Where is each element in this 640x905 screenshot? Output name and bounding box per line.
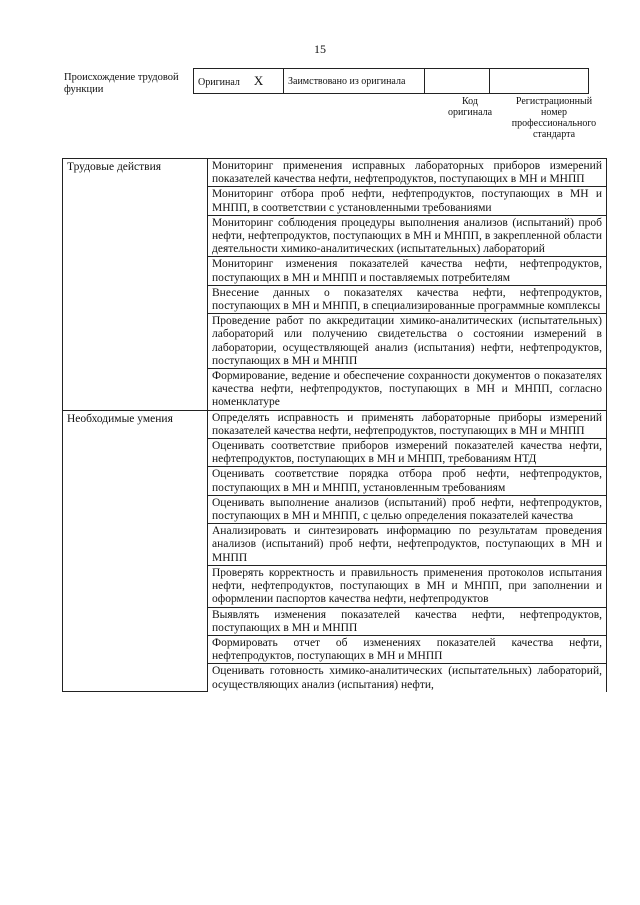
table-cell: Внесение данных о показателях качества нефти, нефтепродуктов, поступающих в МН и МНПП, в специализированные программные комплексы (208, 285, 607, 313)
section-title: Трудовые действия (63, 159, 208, 411)
table-cell: Оценивать соответствие порядка отбора проб нефти, нефтепродуктов, поступающих в МН и МНПП, установленным требованиям (208, 467, 607, 495)
table-row (63, 159, 607, 187)
original-label: Оригинал (198, 77, 240, 88)
table-cell: Проверять корректность и правильность применения протоколов испытания нефти, нефтепродуктов, поступающих в МН и МНПП, при заполнении и оформлении паспортов качества нефти, нефтепродуктов (208, 565, 607, 607)
table-cell: Оценивать выполнение анализов (испытаний) проб нефти, нефтепродуктов, поступающих в МН и МНПП, с целью определения показателей качества (208, 495, 607, 523)
table-cell: Мониторинг применения исправных лабораторных приборов измерений показателей качества нефти, нефтепродуктов, поступающих в МН и МНПП (208, 159, 607, 187)
table-cell: Выявлять изменения показателей качества нефти, нефтепродуктов, поступающих в МН и МНПП (208, 607, 607, 635)
origin-label: Происхождение трудовой функции (64, 72, 179, 95)
origin-table (193, 68, 589, 94)
table-cell: Мониторинг соблюдения процедуры выполнения анализов (испытаний) проб нефти, нефтепродуктов, поступающих в МН и МНПП, в закрепленной области деятельности химико-аналитических (испытательных) лабораторий (208, 215, 607, 257)
table-cell: Оценивать соответствие приборов измерений показателей качества нефти, нефтепродуктов, поступающих в МН и МНПП, требованиям НТД (208, 439, 607, 467)
reg-number-caption: Регистрационный номер профессионального стандарта (511, 96, 597, 140)
reg-number-cell (490, 69, 589, 94)
table-cell: Анализировать и синтезировать информацию по результатам проведения анализов (испытаний) проб нефти, нефтепродуктов, поступающих в МН и МНПП (208, 524, 607, 566)
function-table (62, 158, 607, 692)
code-caption: Код оригинала (447, 96, 493, 118)
table-cell: Проведение работ по аккредитации химико-аналитических (испытательных) лабораторий или получению свидетельства о состоянии измерений в лаборатории, осуществляющей анализ (испытания) нефти, нефтепродуктов, поступающих в МН и МНПП (208, 314, 607, 369)
table-cell: Формировать отчет об изменениях показателей качества нефти, нефтепродуктов, поступающих в МН и МНПП (208, 635, 607, 663)
original-cell (194, 69, 284, 94)
table-cell: Формирование, ведение и обеспечение сохранности документов о показателях качества нефти, нефтепродуктов, поступающих в МН и МНПП, согласно номенклатуре (208, 369, 607, 411)
table-cell: Оценивать готовность химико-аналитических (испытательных) лабораторий, осуществляющих анализ (испытания) нефти, (208, 664, 607, 692)
table-cell: Мониторинг отбора проб нефти, нефтепродуктов, поступающих в МН и МНПП, в соответствии с установленными требованиями (208, 187, 607, 215)
borrowed-cell: Заимствовано из оригинала (284, 69, 425, 94)
table-cell: Определять исправность и применять лабораторные приборы измерений показателей качества нефти, нефтепродуктов, поступающих в МН и МНПП (208, 410, 607, 438)
page-number: 15 (314, 42, 326, 56)
code-cell (425, 69, 490, 94)
table-cell: Мониторинг изменения показателей качества нефти, нефтепродуктов, поступающих в МН и МНПП и поставляемых потребителям (208, 257, 607, 285)
original-mark: X (253, 73, 264, 88)
section-title: Необходимые умения (63, 410, 208, 692)
table-row (63, 410, 607, 438)
